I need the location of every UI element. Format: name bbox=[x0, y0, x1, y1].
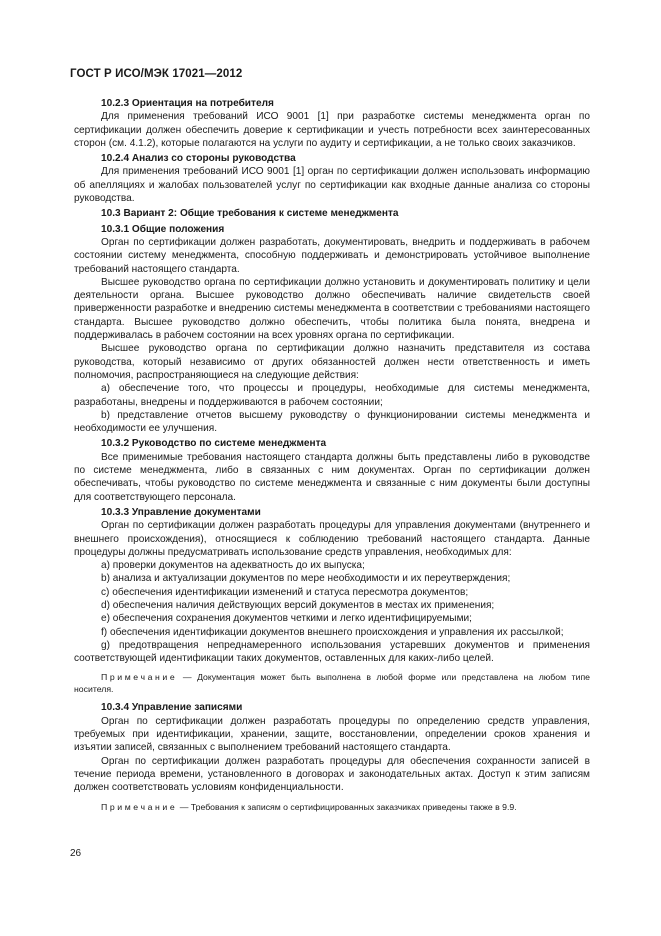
list-item: b) анализа и актуализации документов по мере необходимости и их переутверждения; bbox=[101, 573, 511, 585]
section-heading: 10.3.2 Руководство по системе менеджмента bbox=[101, 438, 327, 450]
list-item: a) обеспечение того, что процессы и процедуры, необходимые для системы менеджмента, разработаны, внедрены и поддерживаются в рабочем состоянии; bbox=[74, 383, 590, 408]
note-text: — Документация может быть выполнена в любой форме или представлена на любом типе носителя. bbox=[74, 672, 590, 695]
paragraph: Для применения требований ИСО 9001 [1] орган по сертификации должен использовать информацию об апелляциях и жалобах пользователей услуг по сертификации как входные данные анализа со стороны руководства. bbox=[74, 166, 590, 205]
note-label: Примечание bbox=[101, 672, 178, 683]
paragraph: Высшее руководство органа по сертификации должно назначить представителя из состава руководства, который независимо от других обязанностей должен нести ответственность и иметь полномочия, распространяющиеся на следующие действия: bbox=[74, 343, 590, 381]
list-item: e) обеспечения сохранения документов четкими и легко идентифицируемыми; bbox=[101, 613, 472, 625]
list-item: a) проверки документов на адекватность до их выпуска; bbox=[101, 560, 365, 572]
paragraph: Орган по сертификации должен разработать процедуры для обеспечения сохранности записей в течение периода времени, установленного в договорах и законодательных актах. Доступ к этим записям должен соответствовать условиям конфиденциальности. bbox=[74, 755, 590, 794]
section-heading: 10.3.4 Управление записями bbox=[101, 702, 243, 714]
section-heading: 10.3.1 Общие положения bbox=[101, 223, 225, 235]
list-item: g) предотвращения непреднамеренного использования устаревших документов и применения соответствующей идентификации таких документов, оставленных для каких-либо целей. bbox=[74, 639, 590, 665]
paragraph: Орган по сертификации должен разработать процедуры по определению средств управления, требуемых при идентификации, хранении, защите, восстановлении, определении сроков хранения и изъятии записей, связанных с выполнением требований настоящего стандарта. bbox=[74, 715, 590, 754]
paragraph: Высшее руководство органа по сертификации должно установить и документировать политику и цели деятельности органа. Высшее руководство должно обеспечивать наличие свидетельств своей приверженности разработке и внедрению системы менеджмента в соответствии с требованиями настоящего стандарта. Высшее руководство должно обеспечить, чтобы политика была понята, внедрена и поддерживалась в рабочем состоянии на всех уровнях органа по сертификации. bbox=[74, 276, 590, 342]
note bbox=[74, 671, 590, 695]
paragraph: Орган по сертификации должен разработать, документировать, внедрить и поддерживать в рабочем состоянии систему менеджмента, способную поддерживать и демонстрировать устойчивое выполнение требований настоящего стандарта. bbox=[74, 236, 590, 275]
section-heading: 10.2.4 Анализ со стороны руководства bbox=[101, 153, 296, 165]
note bbox=[74, 801, 590, 813]
note-text: — Требования к записям о сертифицированных заказчиках приведены также в 9.9. bbox=[177, 801, 517, 812]
section-heading: 10.2.3 Ориентация на потребителя bbox=[101, 98, 274, 109]
document-header: ГОСТ Р ИСО/МЭК 17021—2012 bbox=[70, 68, 243, 80]
list-item: c) обеспечения идентификации изменений и статуса пересмотра документов; bbox=[101, 586, 469, 598]
paragraph: Для применения требований ИСО 9001 [1] при разработке системы менеджмента орган по сертификации должен обеспечить доверие к сертификации и учесть потребности всех заинтересованных сторон (см. 4.1.2), которые полагаются на услуги по аудиту и сертификации, а не только своих заказчиков. bbox=[74, 111, 590, 149]
page-number: 26 bbox=[70, 848, 82, 859]
list-item: f) обеспечения идентификации документов внешнего происхождения и управления их рассылкой; bbox=[101, 626, 564, 638]
list-item: d) обеспечения наличия действующих версий документов в местах их применения; bbox=[101, 599, 495, 611]
document-body bbox=[74, 95, 590, 819]
list-item: b) представление отчетов высшему руководству о функционировании системы менеджмента и необходимости ее улучшения. bbox=[74, 409, 590, 435]
section-heading: 10.3.3 Управление документами bbox=[101, 506, 261, 518]
note-label: Примечание bbox=[101, 801, 178, 812]
paragraph: Все применимые требования настоящего стандарта должны быть представлены либо в руководстве по системе менеджмента, либо в связанных с ним документах. Орган по сертификации должен обеспечивать, чтобы руководство по системе менеджмента и связанные с ним документы были доступны для соответствующего персонала. bbox=[74, 451, 590, 503]
paragraph: Орган по сертификации должен разработать процедуры для управления документами (внутреннего и внешнего происхождения), относящиеся к соблюдению требований настоящего стандарта. Данные процедуры должны предусматривать использование средств управления, необходимых для: bbox=[74, 520, 590, 558]
section-heading: 10.3 Вариант 2: Общие требования к системе менеджмента bbox=[101, 208, 399, 220]
